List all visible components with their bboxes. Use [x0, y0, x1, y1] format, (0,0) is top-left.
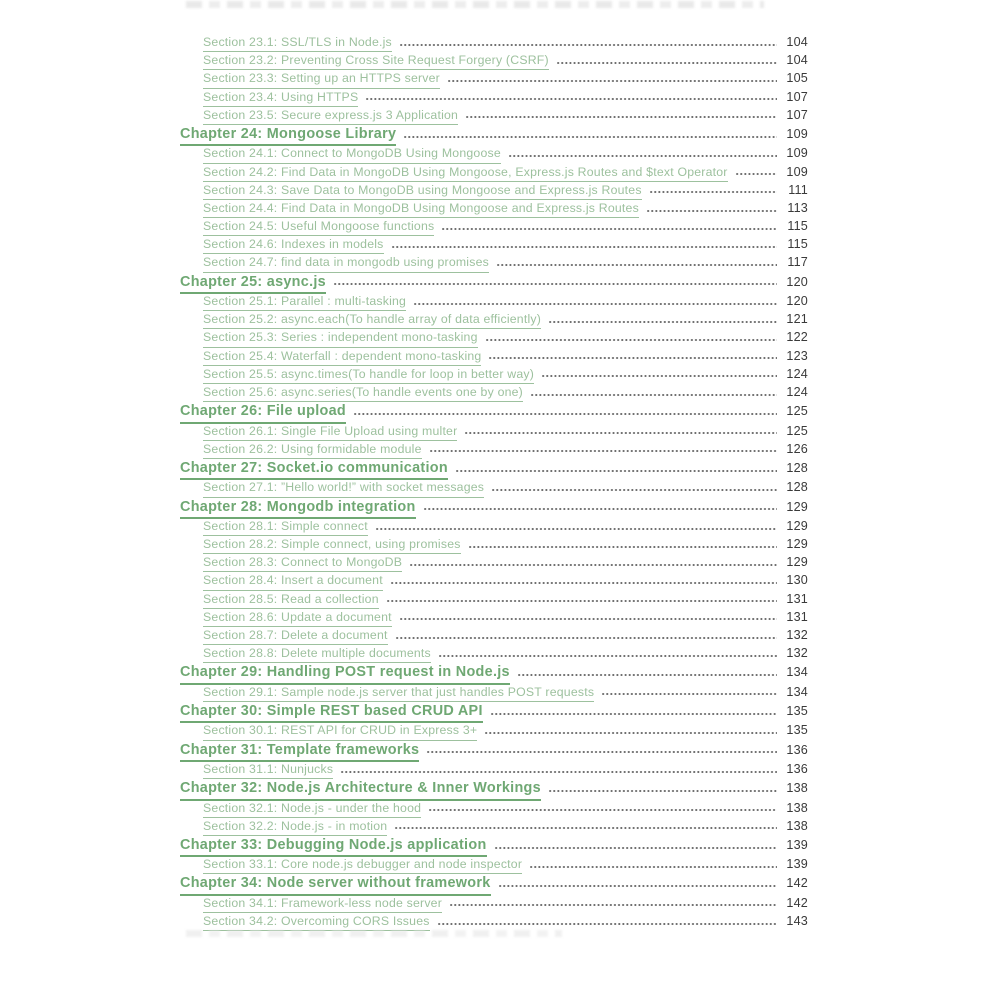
toc-entry-label[interactable]: Section 24.6: Indexes in models [203, 235, 384, 254]
toc-entry-label[interactable]: Section 24.7: find data in mongodb using promises [203, 253, 489, 272]
dot-leader [354, 413, 777, 415]
page-number: 109 [786, 164, 808, 179]
dot-leader [531, 394, 777, 396]
toc-entry-label[interactable]: Section 30.1: REST API for CRUD in Express 3+ [203, 721, 477, 740]
page-number: 120 [786, 274, 808, 289]
dot-leader [509, 155, 777, 157]
toc-entry-section [180, 683, 808, 701]
toc-entry-section [180, 106, 808, 124]
toc-entry-label[interactable]: Section 23.3: Setting up an HTTPS server [203, 69, 440, 88]
page-number: 131 [786, 591, 808, 606]
page-number: 111 [788, 182, 808, 197]
toc-entry-section [180, 912, 808, 930]
page-number: 117 [787, 255, 808, 270]
toc-entry-label[interactable]: Chapter 32: Node.js Architecture & Inner Workings [180, 778, 541, 800]
toc-entry-chapter [180, 740, 808, 760]
page-number: 128 [786, 460, 808, 475]
page-number: 104 [786, 53, 808, 68]
toc-entry-chapter [180, 701, 808, 721]
toc-entry-section [180, 478, 808, 496]
toc-entry-label[interactable]: Chapter 27: Socket.io communication [180, 458, 448, 480]
page-number: 109 [786, 146, 808, 161]
page-number: 132 [786, 628, 808, 643]
toc-entry-section [180, 33, 808, 51]
dot-leader [736, 173, 777, 175]
page-number: 115 [787, 237, 808, 252]
toc-entry-section [180, 644, 808, 662]
toc-entry-label[interactable]: Section 24.2: Find Data in MongoDB Using Mongoose, Express.js Routes and $text Operator [203, 163, 728, 182]
toc-entry-section [180, 440, 808, 458]
toc-entry-label[interactable]: Chapter 34: Node server without framework [180, 873, 491, 895]
dot-leader [400, 44, 777, 46]
toc-entry-label[interactable]: Section 28.5: Read a collection [203, 590, 379, 609]
toc-entry-section [180, 365, 808, 383]
toc-entry-label[interactable]: Section 26.2: Using formidable module [203, 440, 422, 459]
page-number: 139 [786, 857, 808, 872]
dot-leader [430, 450, 777, 452]
page-number: 136 [786, 742, 808, 757]
toc-entry-label[interactable]: Chapter 29: Handling POST request in Node.js [180, 662, 510, 684]
dot-leader [396, 637, 777, 639]
dot-leader [391, 582, 777, 584]
toc-entry-section [180, 310, 808, 328]
page-number: 121 [786, 312, 808, 327]
page-number: 138 [786, 818, 808, 833]
toc-entry-label[interactable]: Chapter 28: Mongodb integration [180, 497, 416, 519]
dot-leader [334, 283, 777, 285]
cutoff-line-top [186, 1, 764, 8]
toc-entry-label[interactable]: Section 26.1: Single File Upload using multer [203, 422, 457, 441]
dot-leader [466, 116, 777, 118]
toc-entry-chapter [180, 401, 808, 421]
toc-entry-section [180, 817, 808, 835]
toc-entry-section [180, 571, 808, 589]
toc-entry-chapter [180, 662, 808, 682]
dot-leader [497, 264, 777, 266]
toc-entry-label[interactable]: Section 25.3: Series : independent mono-tasking [203, 328, 478, 347]
page-number: 139 [786, 837, 808, 852]
dot-leader [530, 866, 777, 868]
toc-entry-label[interactable]: Section 25.1: Parallel : multi-tasking [203, 292, 406, 311]
toc-entry-section [180, 88, 808, 106]
dot-leader [650, 191, 777, 193]
page-number: 129 [786, 555, 808, 570]
toc-entry-section [180, 347, 808, 365]
dot-leader [400, 618, 777, 620]
toc-entry-label[interactable]: Section 24.4: Find Data in MongoDB Using Mongoose and Express.js Routes [203, 199, 639, 218]
toc-list [180, 33, 808, 930]
dot-leader [424, 508, 777, 510]
toc-entry-label[interactable]: Section 28.6: Update a document [203, 608, 392, 627]
toc-entry-section [180, 181, 808, 199]
toc-entry-label[interactable]: Section 28.7: Delete a document [203, 626, 388, 645]
toc-entry-chapter [180, 778, 808, 798]
page-number: 129 [786, 518, 808, 533]
page-number: 120 [786, 294, 808, 309]
dot-leader [427, 751, 777, 753]
dot-leader [456, 470, 777, 472]
toc-entry-section [180, 422, 808, 440]
dot-leader [395, 827, 777, 829]
toc-entry-section [180, 626, 808, 644]
page-number: 129 [786, 537, 808, 552]
toc-entry-section [180, 69, 808, 87]
dot-leader [469, 546, 777, 548]
toc-entry-label[interactable]: Section 32.2: Node.js - in motion [203, 817, 387, 836]
page-number: 143 [786, 914, 808, 929]
toc-entry-label[interactable]: Chapter 33: Debugging Node.js application [180, 835, 487, 857]
dot-leader [495, 847, 777, 849]
toc-entry-chapter [180, 272, 808, 292]
page-number: 142 [786, 895, 808, 910]
toc-entry-chapter [180, 124, 808, 144]
toc-entry-label[interactable]: Section 31.1: Nunjucks [203, 760, 333, 779]
dot-leader [438, 923, 777, 925]
dot-leader [489, 357, 777, 359]
toc-entry-label[interactable]: Section 34.2: Overcoming CORS Issues [203, 912, 430, 931]
toc-entry-label[interactable]: Section 23.4: Using HTTPS [203, 88, 358, 107]
toc-entry-section [180, 760, 808, 778]
toc-entry-section [180, 894, 808, 912]
page-number: 136 [786, 761, 808, 776]
page-number: 107 [786, 107, 808, 122]
dot-leader [518, 674, 777, 676]
dot-leader [429, 809, 777, 811]
dot-leader [465, 432, 777, 434]
dot-leader [485, 732, 777, 734]
page-number: 128 [786, 480, 808, 495]
toc-entry-label[interactable]: Section 32.1: Node.js - under the hood [203, 799, 421, 818]
dot-leader [647, 210, 777, 212]
page-number: 123 [786, 348, 808, 363]
toc-entry-label[interactable]: Section 25.6: async.series(To handle events one by one) [203, 383, 523, 402]
toc-entry-section [180, 253, 808, 271]
dot-leader [450, 904, 777, 906]
dot-leader [387, 600, 777, 602]
page-number: 109 [786, 126, 808, 141]
page-number: 125 [786, 404, 808, 419]
dot-leader [492, 489, 777, 491]
toc-entry-section [180, 799, 808, 817]
toc-entry-label[interactable]: Section 29.1: Sample node.js server that just handles POST requests [203, 683, 594, 702]
toc-entry-label[interactable]: Section 28.2: Simple connect, using promises [203, 535, 461, 554]
page-number: 138 [786, 781, 808, 796]
toc-entry-label[interactable]: Section 27.1: ”Hello world!” with socket messages [203, 478, 484, 497]
toc-entry-section [180, 328, 808, 346]
toc-entry-chapter [180, 873, 808, 893]
page-number: 122 [786, 330, 808, 345]
toc-entry-label[interactable]: Section 24.5: Useful Mongoose functions [203, 217, 434, 236]
page-number: 135 [786, 703, 808, 718]
dot-leader [376, 528, 777, 530]
toc-entry-chapter [180, 497, 808, 517]
toc-entry-label[interactable]: Section 24.1: Connect to MongoDB Using Mongoose [203, 144, 501, 163]
dot-leader [557, 62, 777, 64]
page-number: 125 [786, 423, 808, 438]
page-number: 104 [786, 35, 808, 49]
toc-entry-label[interactable]: Chapter 31: Template frameworks [180, 740, 419, 762]
toc-entry-label[interactable]: Section 23.5: Secure express.js 3 Application [203, 106, 458, 125]
dot-leader [448, 80, 777, 82]
page-number: 113 [787, 200, 808, 215]
toc-entry-section [180, 721, 808, 739]
cutoff-line-bottom [186, 930, 562, 937]
dot-leader [542, 375, 777, 377]
toc-entry-label[interactable]: Section 23.1: SSL/TLS in Node.js [203, 33, 392, 52]
dot-leader [392, 246, 777, 248]
toc-entry-section [180, 292, 808, 310]
toc-entry-label[interactable]: Section 28.1: Simple connect [203, 517, 368, 536]
page-number: 134 [786, 684, 808, 699]
toc-entry-label[interactable]: Section 33.1: Core node.js debugger and node inspector [203, 855, 522, 874]
toc-entry-section [180, 144, 808, 162]
toc-entry-section [180, 535, 808, 553]
dot-leader [491, 713, 777, 715]
toc-entry-section [180, 517, 808, 535]
toc-entry-section [180, 199, 808, 217]
toc-entry-section [180, 855, 808, 873]
page-number: 124 [786, 384, 808, 399]
page-number: 115 [787, 219, 808, 234]
toc-entry-label[interactable]: Chapter 25: async.js [180, 272, 326, 294]
dot-leader [549, 321, 777, 323]
toc-entry-label[interactable]: Chapter 30: Simple REST based CRUD API [180, 701, 483, 723]
page-number: 134 [786, 665, 808, 680]
page-number: 138 [786, 800, 808, 815]
dot-leader [410, 564, 777, 566]
page-number: 132 [786, 646, 808, 661]
page-number: 142 [786, 876, 808, 891]
toc-entry-section [180, 553, 808, 571]
toc-entry-label[interactable]: Section 25.5: async.times(To handle for loop in better way) [203, 365, 534, 384]
toc-entry-section [180, 608, 808, 626]
toc-entry-section [180, 590, 808, 608]
page-number: 107 [786, 89, 808, 104]
page-number: 129 [786, 499, 808, 514]
dot-leader [366, 98, 777, 100]
toc-entry-chapter [180, 458, 808, 478]
dot-leader [404, 136, 777, 138]
dot-leader [549, 790, 777, 792]
page-number: 124 [786, 366, 808, 381]
page-number: 105 [786, 71, 808, 86]
dot-leader [499, 885, 777, 887]
toc-entry-chapter [180, 835, 808, 855]
toc-entry-label[interactable]: Section 28.8: Delete multiple documents [203, 644, 431, 663]
page-number: 131 [786, 609, 808, 624]
page-number: 130 [786, 573, 808, 588]
dot-leader [602, 693, 777, 695]
toc-entry-section [180, 217, 808, 235]
dot-leader [439, 655, 777, 657]
toc-entry-section [180, 235, 808, 253]
page-number: 126 [786, 441, 808, 456]
toc-entry-label[interactable]: Section 28.3: Connect to MongoDB [203, 553, 402, 572]
dot-leader [341, 771, 777, 773]
toc-entry-section [180, 51, 808, 69]
toc-entry-label[interactable]: Section 25.2: async.each(To handle array of data efficiently) [203, 310, 541, 329]
dot-leader [414, 303, 777, 305]
page-number: 135 [786, 723, 808, 738]
dot-leader [442, 228, 777, 230]
toc-entry-label[interactable]: Section 23.2: Preventing Cross Site Request Forgery (CSRF) [203, 51, 549, 70]
dot-leader [486, 339, 777, 341]
toc-entry-label[interactable]: Section 24.3: Save Data to MongoDB using Mongoose and Express.js Routes [203, 181, 642, 200]
toc-entry-label[interactable]: Section 28.4: Insert a document [203, 571, 383, 590]
toc-entry-label[interactable]: Chapter 26: File upload [180, 401, 346, 423]
toc-entry-label[interactable]: Section 34.1: Framework-less node server [203, 894, 442, 913]
toc-entry-label[interactable]: Section 25.4: Waterfall : dependent mono-tasking [203, 347, 481, 366]
toc-entry-label[interactable]: Chapter 24: Mongoose Library [180, 124, 396, 146]
toc-entry-section [180, 163, 808, 181]
toc-entry-section [180, 383, 808, 401]
